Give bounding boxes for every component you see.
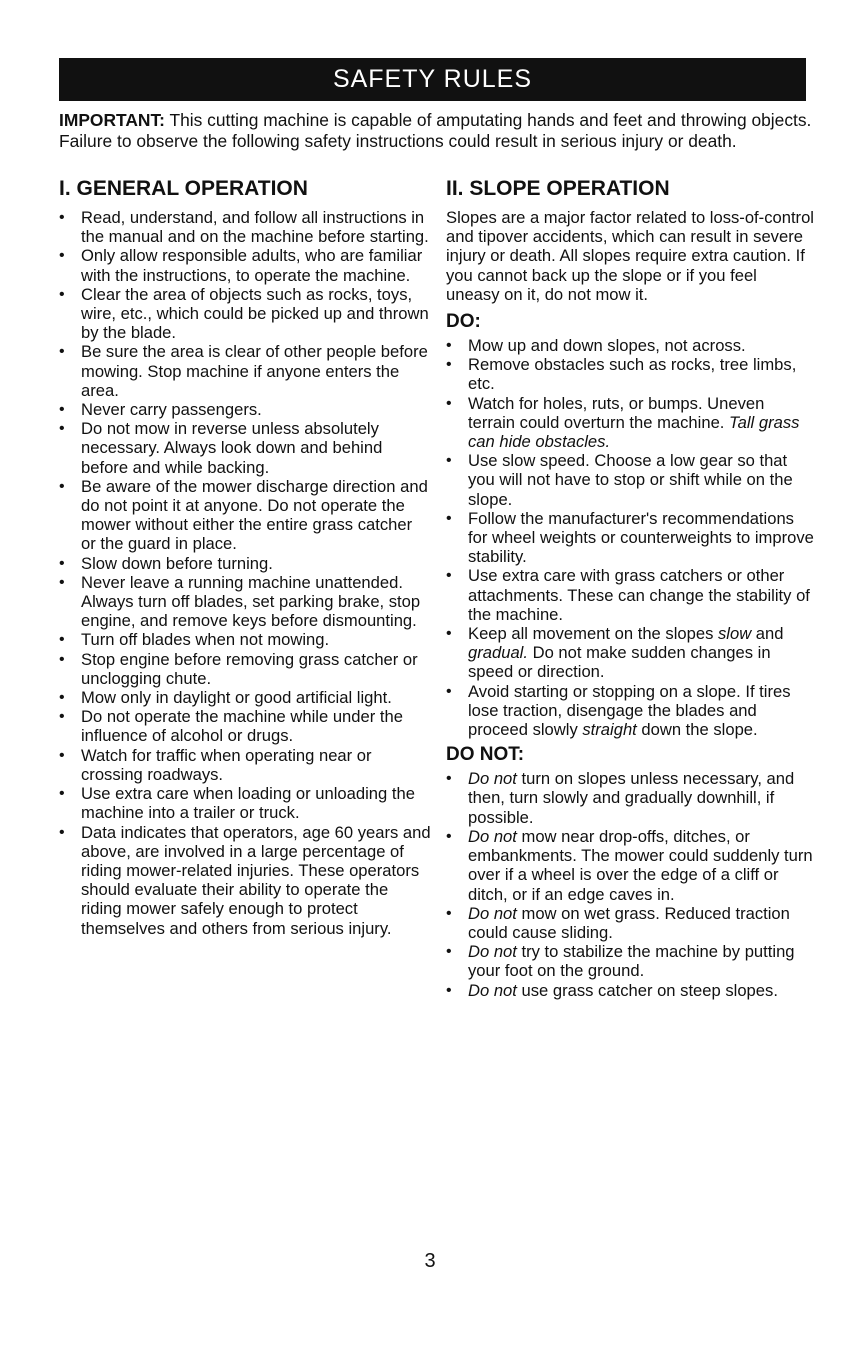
important-text: This cutting machine is capable of amputating hands and feet and throwing objects. Failure to observe the following safety instructions could result in serious injury or death.	[59, 110, 812, 151]
do-heading: DO:	[446, 311, 481, 333]
list-item: • Do not turn on slopes unless necessary, and then, turn slowly and gradually downhill, if possible.	[446, 769, 814, 827]
list-item: • Data indicates that operators, age 60 years and above, are involved in a large percentage of riding mower-related injuries. These operators should evaluate their ability to operate the riding mower safely enough to protect themselves and others from serious injury.	[59, 823, 431, 938]
slope-operation-heading: II. SLOPE OPERATION	[446, 177, 670, 200]
page-title-banner	[59, 58, 806, 101]
important-label: IMPORTANT:	[59, 110, 165, 130]
general-operation-list	[59, 208, 431, 938]
slope-operation-section	[446, 176, 814, 1000]
general-operation-heading: I. GENERAL OPERATION	[59, 177, 308, 200]
list-item: • Stop engine before removing grass catcher or unclogging chute.	[59, 650, 431, 688]
list-item: • Read, understand, and follow all instructions in the manual and on the machine before starting.	[59, 208, 431, 246]
list-item: • Do not mow in reverse unless absolutely necessary. Always look down and behind before and while backing.	[59, 419, 431, 477]
page-title: SAFETY RULES	[332, 65, 533, 93]
do-not-heading: DO NOT:	[446, 744, 525, 766]
list-item: • Be aware of the mower discharge direction and do not point it at anyone. Do not operate the mower without either the entire grass catcher or the guard in place.	[59, 477, 431, 554]
list-item: • Do not try to stabilize the machine by putting your foot on the ground.	[446, 942, 814, 980]
do-not-list	[446, 769, 814, 999]
list-item: • Remove obstacles such as rocks, tree limbs, etc.	[446, 355, 814, 393]
do-list	[446, 336, 814, 739]
list-item: • Slow down before turning.	[59, 554, 431, 573]
slope-intro: Slopes are a major factor related to loss-of-control and tipover accidents, which can result in severe injury or death. All slopes require extra caution. If you cannot back up the slope or if you feel uneasy on it, do not mow it.	[446, 208, 814, 304]
list-item: • Mow only in daylight or good artificial light.	[59, 688, 431, 707]
list-item: • Use extra care when loading or unloading the machine into a trailer or truck.	[59, 784, 431, 822]
list-item: • Never carry passengers.	[59, 400, 431, 419]
list-item: • Keep all movement on the slopes slow and gradual. Do not make sudden changes in speed or direction.	[446, 624, 814, 682]
list-item: • Follow the manufacturer's recommendations for wheel weights or counterweights to improve stability.	[446, 509, 814, 567]
list-item: • Turn off blades when not mowing.	[59, 630, 431, 649]
list-item: • Be sure the area is clear of other people before mowing. Stop machine if anyone enters the area.	[59, 342, 431, 400]
list-item: • Do not mow on wet grass. Reduced traction could cause sliding.	[446, 904, 814, 942]
page-number: 3	[424, 1250, 436, 1272]
list-item: • Do not operate the machine while under the influence of alcohol or drugs.	[59, 707, 431, 745]
list-item: • Do not mow near drop-offs, ditches, or embankments. The mower could suddenly turn over if a wheel is over the edge of a cliff or ditch, or if an edge caves in.	[446, 827, 814, 904]
list-item: • Only allow responsible adults, who are familiar with the instructions, to operate the machine.	[59, 246, 431, 284]
list-item: • Avoid starting or stopping on a slope. If tires lose traction, disengage the blades and proceed slowly straight down the slope.	[446, 682, 814, 740]
list-item: • Do not use grass catcher on steep slopes.	[446, 981, 814, 1000]
important-notice	[59, 110, 819, 151]
list-item: • Clear the area of objects such as rocks, toys, wire, etc., which could be picked up and thrown by the blade.	[59, 285, 431, 343]
list-item: • Watch for traffic when operating near or crossing roadways.	[59, 746, 431, 784]
general-operation-section	[59, 176, 431, 938]
list-item: • Never leave a running machine unattended. Always turn off blades, set parking brake, stop engine, and remove keys before dismounting.	[59, 573, 431, 631]
list-item: • Use extra care with grass catchers or other attachments. These can change the stability of the machine.	[446, 566, 814, 624]
list-item: • Watch for holes, ruts, or bumps. Uneven terrain could overturn the machine. Tall grass can hide obstacles.	[446, 394, 814, 452]
list-item: • Use slow speed. Choose a low gear so that you will not have to stop or shift while on the slope.	[446, 451, 814, 509]
list-item: • Mow up and down slopes, not across.	[446, 336, 814, 355]
